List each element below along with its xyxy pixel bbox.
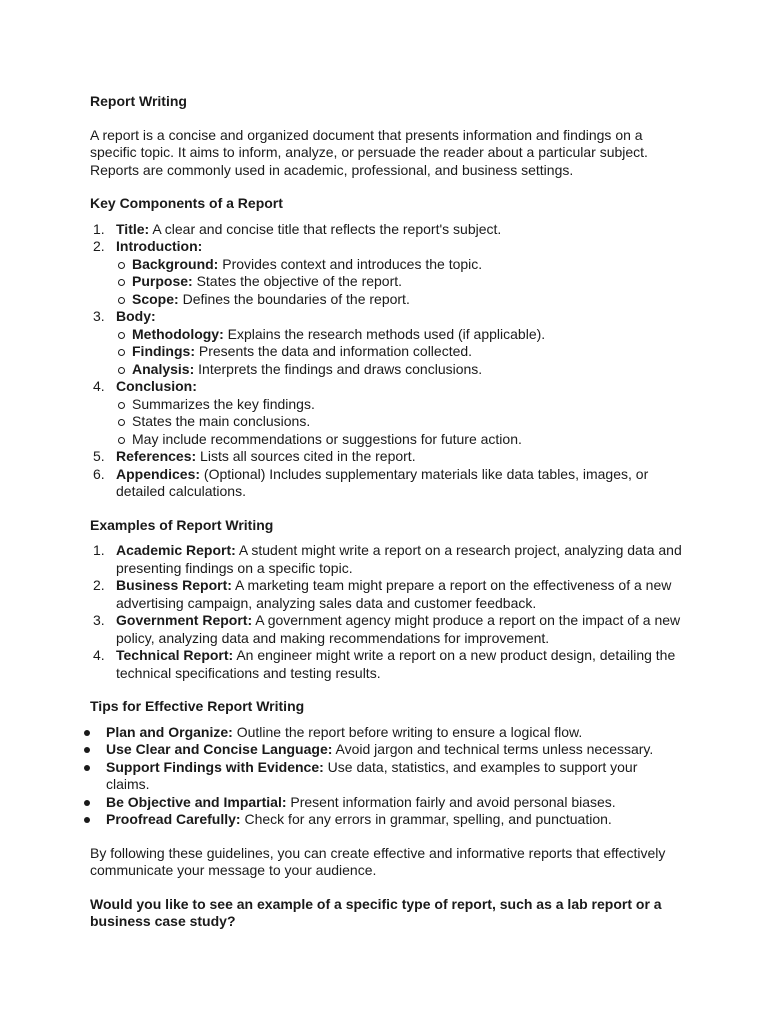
circle-bullet-icon xyxy=(118,332,125,339)
components-item-references xyxy=(90,448,690,466)
disc-bullet-icon xyxy=(84,730,90,736)
disc-bullet-icon xyxy=(84,800,90,806)
components-item-conclusion xyxy=(90,378,690,448)
item-text: A clear and concise title that reflects the report's subject. xyxy=(149,220,502,237)
item-label: Academic Report: xyxy=(116,542,236,558)
sublist-item xyxy=(116,291,690,309)
components-heading: Key Components of a Report xyxy=(90,195,283,211)
circle-bullet-icon xyxy=(118,297,125,304)
circle-bullet-icon xyxy=(118,437,125,444)
item-text: Interprets the findings and draws conclusions. xyxy=(194,360,483,377)
circle-bullet-icon xyxy=(118,419,125,426)
item-text: An engineer might write a report on a new product design, detailing the technical specifications and testing results. xyxy=(116,647,676,681)
item-text: (Optional) Includes supplementary materials like data tables, images, or detailed calculations. xyxy=(116,465,649,499)
item-label: Appendices: xyxy=(116,465,201,482)
list-number: 6. xyxy=(93,465,105,482)
item-text: Defines the boundaries of the report. xyxy=(178,290,410,307)
sublist-item xyxy=(116,256,690,274)
components-item-title xyxy=(90,221,690,239)
circle-bullet-icon xyxy=(118,402,125,409)
item-label: Conclusion: xyxy=(116,378,197,394)
item-text: Check for any errors in grammar, spelling, and punctuation. xyxy=(240,811,612,827)
item-label: Use Clear and Concise Language: xyxy=(106,741,333,757)
components-item-body xyxy=(90,308,690,378)
tips-heading: Tips for Effective Report Writing xyxy=(90,698,305,714)
item-label: Title: xyxy=(116,220,150,237)
examples-heading: Examples of Report Writing xyxy=(90,516,274,533)
item-label: Business Report: xyxy=(116,577,232,593)
item-text: States the main conclusions. xyxy=(132,413,311,429)
sublist-item xyxy=(116,361,690,379)
document-title: Report Writing xyxy=(90,93,187,109)
disc-bullet-icon xyxy=(84,817,90,823)
item-label: Purpose: xyxy=(132,273,193,289)
circle-bullet-icon xyxy=(118,349,125,356)
disc-bullet-icon xyxy=(84,747,90,753)
item-label: Body: xyxy=(116,308,156,324)
circle-bullet-icon xyxy=(118,262,125,269)
item-text: A student might write a report on a research project, analyzing data and presenting findings on a specific topic. xyxy=(116,542,682,576)
sublist-item xyxy=(116,396,690,414)
examples-item xyxy=(90,612,690,647)
tips-list xyxy=(84,724,684,829)
list-number: 3. xyxy=(93,612,105,628)
list-number: 2. xyxy=(93,238,105,254)
components-item-appendices xyxy=(90,466,690,501)
item-label: Introduction: xyxy=(116,238,203,254)
item-text: Use data, statistics, and examples to support your claims. xyxy=(106,758,638,792)
item-text: Presents the data and information collected. xyxy=(195,343,473,359)
item-text: States the objective of the report. xyxy=(192,273,403,289)
list-number: 4. xyxy=(93,378,105,394)
item-label: Proofread Carefully: xyxy=(106,811,241,827)
item-label: Government Report: xyxy=(116,612,253,628)
list-number: 5. xyxy=(93,448,105,464)
item-label: Analysis: xyxy=(132,360,195,377)
item-text: Explains the research methods used (if applicable). xyxy=(223,325,546,342)
item-label: Be Objective and Impartial: xyxy=(106,793,287,810)
item-label: References: xyxy=(116,448,197,464)
item-text: Avoid jargon and technical terms unless necessary. xyxy=(332,741,654,757)
tips-item xyxy=(84,724,684,742)
components-list xyxy=(90,221,690,501)
item-text: Lists all sources cited in the report. xyxy=(196,448,416,464)
item-label: Scope: xyxy=(132,290,179,307)
item-text: Present information fairly and avoid personal biases. xyxy=(286,793,616,810)
list-number: 4. xyxy=(93,647,105,663)
item-text: A marketing team might prepare a report on the effectiveness of a new advertising campaign, analyzing sales data and customer feedback. xyxy=(116,577,672,611)
tips-item xyxy=(84,811,684,829)
body-sublist xyxy=(116,326,690,379)
item-label: Background: xyxy=(132,255,219,272)
item-label: Findings: xyxy=(132,343,195,359)
list-number: 2. xyxy=(93,577,105,593)
list-number: 3. xyxy=(93,308,105,324)
sublist-item xyxy=(116,343,690,361)
intro-paragraph: A report is a concise and organized document that presents information and findings on a specific topic. It aims to inform, analyze, or persuade the reader about a particular subject. Reports are commonly used in academic, professional, and business settings. xyxy=(90,126,648,178)
circle-bullet-icon xyxy=(118,279,125,286)
item-label: Methodology: xyxy=(132,325,224,342)
tips-item xyxy=(84,794,684,812)
outro-paragraph: By following these guidelines, you can create effective and informative reports that effectively communicate your message to your audience. xyxy=(90,844,666,878)
sublist-item xyxy=(116,273,690,291)
item-text: May include recommendations or suggestions for future action. xyxy=(132,430,522,447)
item-label: Technical Report: xyxy=(116,647,234,663)
sublist-item xyxy=(116,431,690,449)
list-number: 1. xyxy=(93,542,105,558)
tips-item xyxy=(84,741,684,759)
examples-item xyxy=(90,577,690,612)
examples-item xyxy=(90,542,690,577)
components-item-introduction xyxy=(90,238,690,308)
list-number: 1. xyxy=(93,220,105,237)
sublist-item xyxy=(116,413,690,431)
examples-item xyxy=(90,647,690,682)
introduction-sublist xyxy=(116,256,690,309)
item-text: Outline the report before writing to ensure a logical flow. xyxy=(232,723,583,740)
disc-bullet-icon xyxy=(84,765,90,771)
conclusion-sublist xyxy=(116,396,690,449)
tips-item xyxy=(84,759,684,794)
item-text: A government agency might produce a report on the impact of a new policy, analyzing data and making recommendations for improvement. xyxy=(116,612,681,646)
examples-list xyxy=(90,542,690,682)
item-text: Provides context and introduces the topic. xyxy=(218,255,483,272)
item-label: Support Findings with Evidence: xyxy=(106,758,324,775)
circle-bullet-icon xyxy=(118,367,125,374)
closing-question: Would you like to see an example of a specific type of report, such as a lab report or a business case study? xyxy=(90,895,662,929)
item-label: Plan and Organize: xyxy=(106,723,233,740)
item-text: Summarizes the key findings. xyxy=(132,395,315,412)
document-content xyxy=(90,93,690,931)
sublist-item xyxy=(116,326,690,344)
